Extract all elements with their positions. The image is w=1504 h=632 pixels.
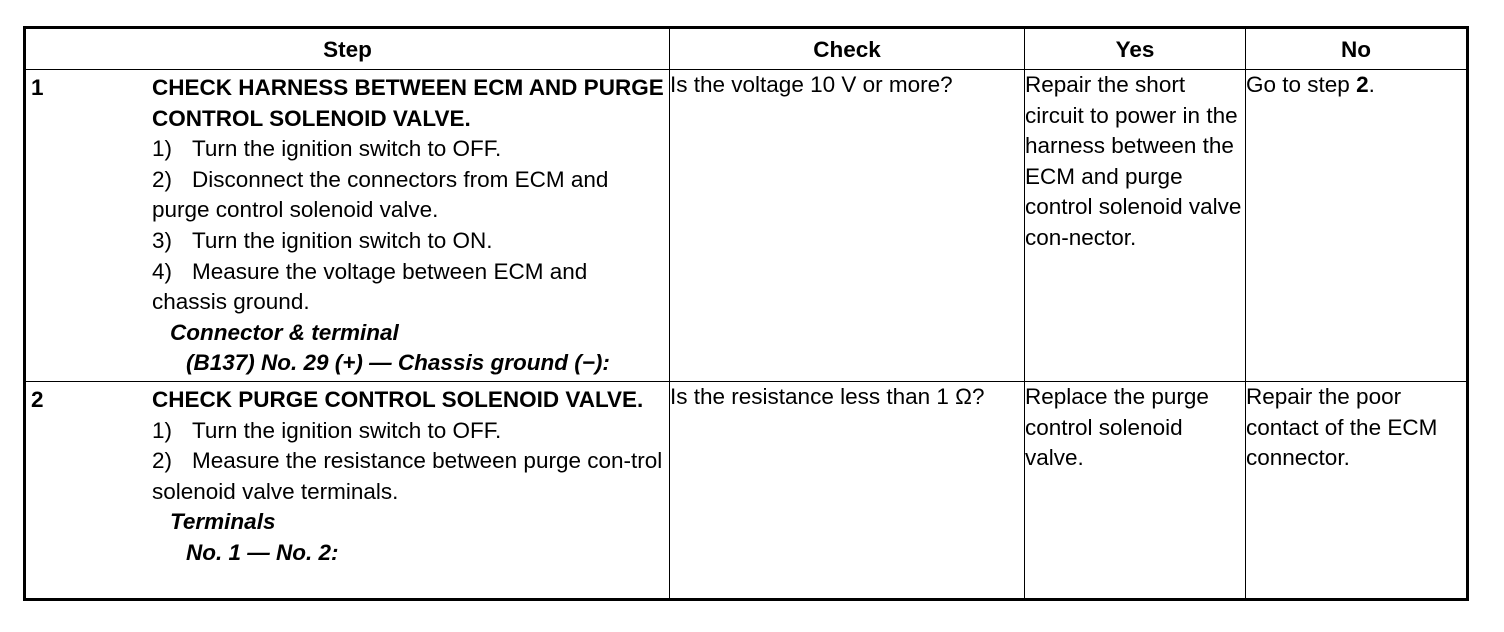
no-cell: Repair the poor contact of the ECM connector. (1246, 381, 1468, 599)
no-text-suffix: . (1368, 72, 1375, 97)
substep (152, 226, 665, 257)
step-body (152, 385, 669, 569)
spec-label: Connector & terminal (170, 319, 399, 345)
step-number: 2 (31, 386, 44, 412)
spec-label: Terminals (170, 509, 276, 535)
substep-text: Measure the resistance between purge con-trol solenoid valve terminals. (152, 448, 663, 504)
substep-number: 1) (152, 136, 173, 162)
table-row (25, 70, 1468, 382)
header-check: Check (670, 28, 1025, 70)
substep-text: Turn the ignition switch to OFF. (192, 417, 502, 443)
substep-number: 2) (152, 166, 173, 192)
check-cell: Is the voltage 10 V or more? (670, 70, 1025, 382)
header-no: No (1246, 28, 1468, 70)
step-title: CHECK HARNESS BETWEEN ECM AND PURGE CONTROL SOLENOID VALVE. (152, 75, 664, 131)
goto-step-number: 2 (1356, 72, 1369, 97)
substep (152, 416, 665, 447)
yes-cell: Replace the purge control solenoid valve. (1025, 381, 1246, 599)
substep-number: 3) (152, 227, 173, 253)
step-cell (25, 381, 670, 599)
yes-cell: Repair the short circuit to power in the harness between the ECM and purge control solenoid valve con-nector. (1025, 70, 1246, 382)
substep-number: 1) (152, 417, 173, 443)
substep (152, 165, 665, 226)
step-cell (25, 70, 670, 382)
substep-text: Turn the ignition switch to ON. (192, 227, 493, 253)
step-title: CHECK PURGE CONTROL SOLENOID VALVE. (152, 386, 644, 412)
substep-text: Measure the voltage between ECM and chassis ground. (152, 258, 588, 315)
header-step: Step (25, 28, 670, 70)
substep (152, 134, 665, 165)
check-cell: Is the resistance less than 1 Ω? (670, 381, 1025, 599)
header-yes: Yes (1025, 28, 1246, 70)
step-number: 1 (31, 75, 44, 100)
substep-text: Turn the ignition switch to OFF. (192, 136, 502, 162)
no-cell (1246, 70, 1468, 382)
substep (152, 257, 665, 318)
substep-text: Disconnect the connectors from ECM and purge control solenoid valve. (152, 166, 609, 223)
table-row (25, 381, 1468, 599)
no-text: Go to step (1246, 72, 1357, 97)
step-body (152, 73, 669, 379)
substep-number: 4) (152, 258, 173, 284)
diagnostic-table (23, 26, 1469, 601)
spec-value: No. 1 — No. 2: (186, 539, 339, 565)
header-row (25, 28, 1468, 70)
substep-number: 2) (152, 448, 173, 474)
substep (152, 446, 665, 507)
spec-value: (B137) No. 29 (+) — Chassis ground (−): (186, 350, 610, 376)
